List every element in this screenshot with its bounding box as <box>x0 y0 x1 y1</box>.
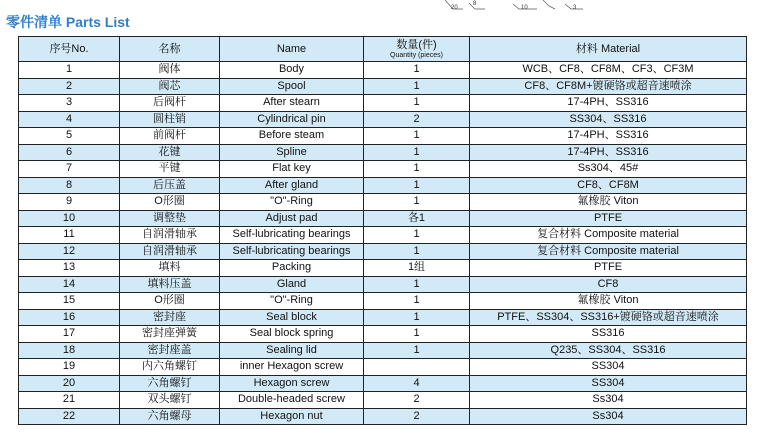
cell-no: 22 <box>19 408 120 425</box>
cell-name-en: Spline <box>220 144 364 161</box>
cell-name-cn: 填料 <box>120 260 220 277</box>
cell-quantity: 1 <box>364 243 470 260</box>
table-row <box>19 326 747 343</box>
cell-no: 7 <box>19 161 120 178</box>
cell-quantity: 2 <box>364 111 470 128</box>
table-row <box>19 161 747 178</box>
cell-name-cn: 花键 <box>120 144 220 161</box>
cell-name-en: Gland <box>220 276 364 293</box>
cell-material: PTFE <box>470 260 747 277</box>
cell-material: Ss304 <box>470 408 747 425</box>
cell-name-en: Hexagon nut <box>220 408 364 425</box>
cell-no: 11 <box>19 227 120 244</box>
table-row <box>19 408 747 425</box>
cell-no: 5 <box>19 128 120 145</box>
cell-material: Ss304 <box>470 392 747 409</box>
cell-name-en: "O"-Ring <box>220 194 364 211</box>
cell-name-cn: 六角螺母 <box>120 408 220 425</box>
cell-quantity: 各1 <box>364 210 470 227</box>
cell-quantity: 1 <box>364 128 470 145</box>
header-quantity-sub: Quantity (pieces) <box>390 51 443 59</box>
cell-material: 氟橡胶 Viton <box>470 194 747 211</box>
cell-quantity: 1 <box>364 326 470 343</box>
cell-name-cn: 前阀杆 <box>120 128 220 145</box>
table-header-row <box>19 37 747 62</box>
cell-name-en: Seal block spring <box>220 326 364 343</box>
cell-quantity: 2 <box>364 392 470 409</box>
cell-material: CF8、CF8M <box>470 177 747 194</box>
callout-label: 8 <box>473 1 477 7</box>
cell-name-cn: 阀芯 <box>120 78 220 95</box>
cell-no: 15 <box>19 293 120 310</box>
cell-no: 19 <box>19 359 120 376</box>
cell-name-en: Self-lubricating bearings <box>220 227 364 244</box>
cell-no: 20 <box>19 375 120 392</box>
cell-name-en: Spool <box>220 78 364 95</box>
cell-quantity <box>364 359 470 376</box>
cell-name-cn: 调整垫 <box>120 210 220 227</box>
drawing-fragment <box>445 0 605 16</box>
cell-no: 14 <box>19 276 120 293</box>
cell-material: PTFE <box>470 210 747 227</box>
cell-name-cn: 圆柱销 <box>120 111 220 128</box>
cell-name-en: Body <box>220 62 364 79</box>
cell-name-en: Packing <box>220 260 364 277</box>
cell-name-en: Adjust pad <box>220 210 364 227</box>
cell-quantity: 1 <box>364 194 470 211</box>
header-no: 序号No. <box>19 37 120 62</box>
cell-name-en: After stearn <box>220 95 364 112</box>
parts-table <box>18 36 747 425</box>
cell-material: SS304 <box>470 359 747 376</box>
cell-name-en: Cylindrical pin <box>220 111 364 128</box>
cell-no: 6 <box>19 144 120 161</box>
cell-name-en: Flat key <box>220 161 364 178</box>
cell-name-cn: 填料压盖 <box>120 276 220 293</box>
table-row <box>19 359 747 376</box>
table-row <box>19 78 747 95</box>
cell-name-en: Before steam <box>220 128 364 145</box>
callout-label: 20 <box>451 5 458 11</box>
header-name-en: Name <box>220 37 364 62</box>
table-row <box>19 128 747 145</box>
header-name-cn: 名称 <box>120 37 220 62</box>
cell-quantity: 2 <box>364 408 470 425</box>
cell-material: CF8、CF8M+镀硬铬或超音速喷涂 <box>470 78 747 95</box>
cell-name-cn: O形圈 <box>120 194 220 211</box>
cell-quantity: 1 <box>364 227 470 244</box>
cell-material: PTFE、SS304、SS316+镀硬铬或超音速喷涂 <box>470 309 747 326</box>
table-row <box>19 260 747 277</box>
cell-quantity: 1组 <box>364 260 470 277</box>
cell-no: 3 <box>19 95 120 112</box>
cell-no: 13 <box>19 260 120 277</box>
callout-label: 3 <box>573 5 577 11</box>
cell-quantity: 4 <box>364 375 470 392</box>
cell-name-cn: 后压盖 <box>120 177 220 194</box>
cell-material: Q235、SS304、SS316 <box>470 342 747 359</box>
cell-name-en: Sealing lid <box>220 342 364 359</box>
table-row <box>19 144 747 161</box>
cell-quantity: 1 <box>364 95 470 112</box>
cell-material: 17-4PH、SS316 <box>470 144 747 161</box>
cell-quantity: 1 <box>364 293 470 310</box>
cell-name-en: Double-headed screw <box>220 392 364 409</box>
cell-quantity: 1 <box>364 78 470 95</box>
cell-quantity: 1 <box>364 177 470 194</box>
cell-no: 2 <box>19 78 120 95</box>
cell-material: 17-4PH、SS316 <box>470 95 747 112</box>
cell-name-cn: 密封座盖 <box>120 342 220 359</box>
cell-no: 18 <box>19 342 120 359</box>
cell-no: 12 <box>19 243 120 260</box>
table-row <box>19 293 747 310</box>
cell-material: SS304、SS316 <box>470 111 747 128</box>
cell-name-cn: 自润滑轴承 <box>120 227 220 244</box>
cell-no: 9 <box>19 194 120 211</box>
header-material: 材料 Material <box>470 37 747 62</box>
cell-name-cn: O形圈 <box>120 293 220 310</box>
table-row <box>19 276 747 293</box>
table-row <box>19 194 747 211</box>
header-quantity-label: 数量(件) <box>396 38 437 51</box>
table-row <box>19 375 747 392</box>
callout-label: 10 <box>521 5 528 11</box>
cell-name-cn: 平键 <box>120 161 220 178</box>
table-row <box>19 95 747 112</box>
cell-material: 复合材料 Composite material <box>470 243 747 260</box>
cell-name-en: Seal block <box>220 309 364 326</box>
cell-name-cn: 双头螺钉 <box>120 392 220 409</box>
cell-name-en: Self-lubricating bearings <box>220 243 364 260</box>
cell-no: 17 <box>19 326 120 343</box>
cell-no: 8 <box>19 177 120 194</box>
header-quantity <box>364 37 470 62</box>
cell-no: 1 <box>19 62 120 79</box>
cell-name-cn: 后阀杆 <box>120 95 220 112</box>
cell-material: CF8 <box>470 276 747 293</box>
table-row <box>19 309 747 326</box>
table-row <box>19 177 747 194</box>
cell-name-en: inner Hexagon screw <box>220 359 364 376</box>
cell-material: SS304 <box>470 375 747 392</box>
cell-no: 4 <box>19 111 120 128</box>
cell-material: Ss304、45# <box>470 161 747 178</box>
cell-material: SS316 <box>470 326 747 343</box>
cell-quantity: 1 <box>364 342 470 359</box>
cell-quantity: 1 <box>364 276 470 293</box>
cell-material: 氟橡胶 Viton <box>470 293 747 310</box>
table-row <box>19 243 747 260</box>
cell-material: 17-4PH、SS316 <box>470 128 747 145</box>
cell-quantity: 1 <box>364 144 470 161</box>
cell-material: WCB、CF8、CF8M、CF3、CF3M <box>470 62 747 79</box>
table-row <box>19 227 747 244</box>
cell-name-cn: 阀体 <box>120 62 220 79</box>
cell-no: 21 <box>19 392 120 409</box>
table-row <box>19 111 747 128</box>
cell-quantity: 1 <box>364 62 470 79</box>
cell-quantity: 1 <box>364 161 470 178</box>
cell-name-cn: 内六角螺钉 <box>120 359 220 376</box>
cell-name-cn: 密封座弹簧 <box>120 326 220 343</box>
cell-name-cn: 自润滑轴承 <box>120 243 220 260</box>
parts-list-title: 零件清单 Parts List <box>6 14 130 30</box>
cell-name-cn: 六角螺钉 <box>120 375 220 392</box>
table-row <box>19 342 747 359</box>
table-row <box>19 62 747 79</box>
cell-name-en: After gland <box>220 177 364 194</box>
cell-material: 复合材料 Composite material <box>470 227 747 244</box>
table-row <box>19 392 747 409</box>
cell-name-cn: 密封座 <box>120 309 220 326</box>
table-row <box>19 210 747 227</box>
cell-no: 10 <box>19 210 120 227</box>
cell-quantity: 1 <box>364 309 470 326</box>
cell-no: 16 <box>19 309 120 326</box>
cell-name-en: Hexagon screw <box>220 375 364 392</box>
cell-name-en: "O"-Ring <box>220 293 364 310</box>
